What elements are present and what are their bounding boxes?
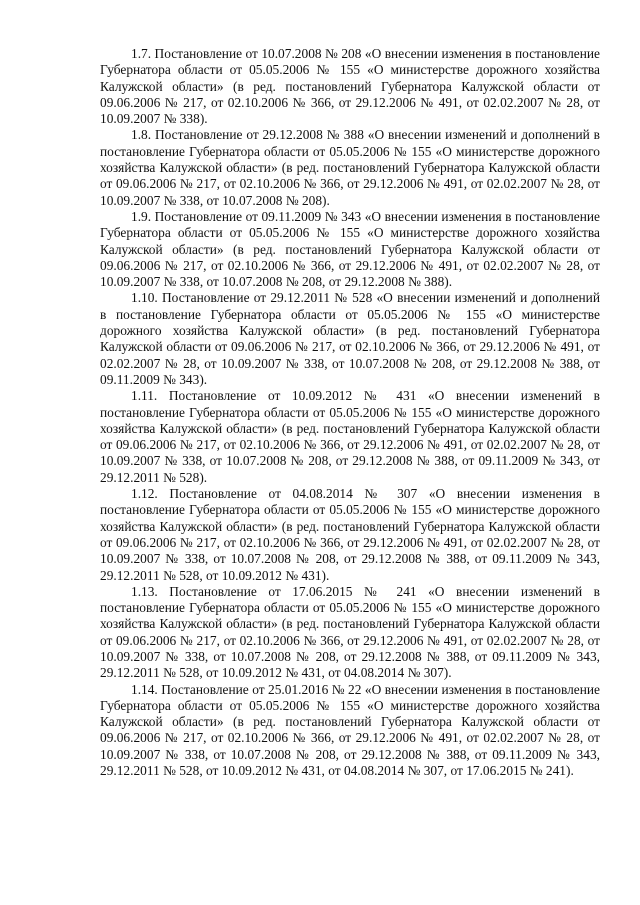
list-item-1-8: 1.8. Постановление от 29.12.2008 № 388 «О внесении изменений и дополнений в постановление Губернатора области от 05.05.2006 № 155 «О министерстве дорожного хозяйства Калужской области» (в ред. постановлений Губернатора Калужской области от 09.06.2006 № 217, от 02.10.2006 № 366, от 29.12.2006 № 491, от 02.02.2007 № 28, от 10.09.2007 № 338, от 10.07.2008 № 208). xyxy=(100,127,600,208)
list-item-1-14: 1.14. Постановление от 25.01.2016 № 22 «О внесении изменения в постановление Губернатора области от 05.05.2006 № 155 «О министерстве дорожного хозяйства Калужской области» (в ред. постановлений Губернатора Калужской области от 09.06.2006 № 217, от 02.10.2006 № 366, от 29.12.2006 № 491, от 02.02.2007 № 28, от 10.09.2007 № 338, от 10.07.2008 № 208, от 29.12.2008 № 388, от 09.11.2009 № 343, 29.12.2011 № 528, от 10.09.2012 № 431, от 04.08.2014 № 307, от 17.06.2015 № 241). xyxy=(100,681,600,779)
list-item-1-12: 1.12. Постановление от 04.08.2014 № 307 «О внесении изменения в постановление Губернатора области от 05.05.2006 № 155 «О министерстве дорожного хозяйства Калужской области» (в ред. постановлений Губернатора Калужской области от 09.06.2006 № 217, от 02.10.2006 № 366, от 29.12.2006 № 491, от 02.02.2007 № 28, от 10.09.2007 № 338, от 10.07.2008 № 208, от 29.12.2008 № 388, от 09.11.2009 № 343, 29.12.2011 № 528, от 10.09.2012 № 431). xyxy=(100,486,600,583)
document-body xyxy=(100,46,600,779)
list-item-1-13: 1.13. Постановление от 17.06.2015 № 241 «О внесении изменений в постановление Губернатора области от 05.05.2006 № 155 «О министерстве дорожного хозяйства Калужской области» (в ред. постановлений Губернатора Калужской области от 09.06.2006 № 217, от 02.10.2006 № 366, от 29.12.2006 № 491, от 02.02.2007 № 28, от 10.09.2007 № 338, от 10.07.2008 № 208, от 29.12.2008 № 388, от 09.11.2009 № 343, 29.12.2011 № 528, от 10.09.2012 № 431, от 04.08.2014 № 307). xyxy=(100,583,600,681)
list-item-1-10: 1.10. Постановление от 29.12.2011 № 528 «О внесении изменений и дополнений в постановление Губернатора области от 05.05.2006 № 155 «О министерстве дорожного хозяйства Калужской области» (в ред. постановлений Губернатора Калужской области от 09.06.2006 № 217, от 02.10.2006 № 366, от 29.12.2006 № 491, от 02.02.2007 № 28, от 10.09.2007 № 338, от 10.07.2008 № 208, от 29.12.2008 № 388, от 09.11.2009 № 343). xyxy=(100,290,600,387)
list-item-1-7: 1.7. Постановление от 10.07.2008 № 208 «О внесении изменения в постановление Губернатора области от 05.05.2006 № 155 «О министерстве дорожного хозяйства Калужской области» (в ред. постановлений Губернатора Калужской области от 09.06.2006 № 217, от 02.10.2006 № 366, от 29.12.2006 № 491, от 02.02.2007 № 28, от 10.09.2007 № 338). xyxy=(100,46,600,127)
list-item-1-11: 1.11. Постановление от 10.09.2012 № 431 «О внесении изменений в постановление Губернатора области от 05.05.2006 № 155 «О министерстве дорожного хозяйства Калужской области» (в ред. постановлений Губернатора Калужской области от 09.06.2006 № 217, от 02.10.2006 № 366, от 29.12.2006 № 491, от 02.02.2007 № 28, от 10.09.2007 № 338, от 10.07.2008 № 208, от 29.12.2008 № 388, от 09.11.2009 № 343, от 29.12.2011 № 528). xyxy=(100,388,600,485)
list-item-1-9: 1.9. Постановление от 09.11.2009 № 343 «О внесении изменения в постановление Губернатора области от 05.05.2006 № 155 «О министерстве дорожного хозяйства Калужской области» (в ред. постановлений Губернатора Калужской области от 09.06.2006 № 217, от 02.10.2006 № 366, от 29.12.2006 № 491, от 02.02.2007 № 28, от 10.09.2007 № 338, от 10.07.2008 № 208, от 29.12.2008 № 388). xyxy=(100,208,600,290)
